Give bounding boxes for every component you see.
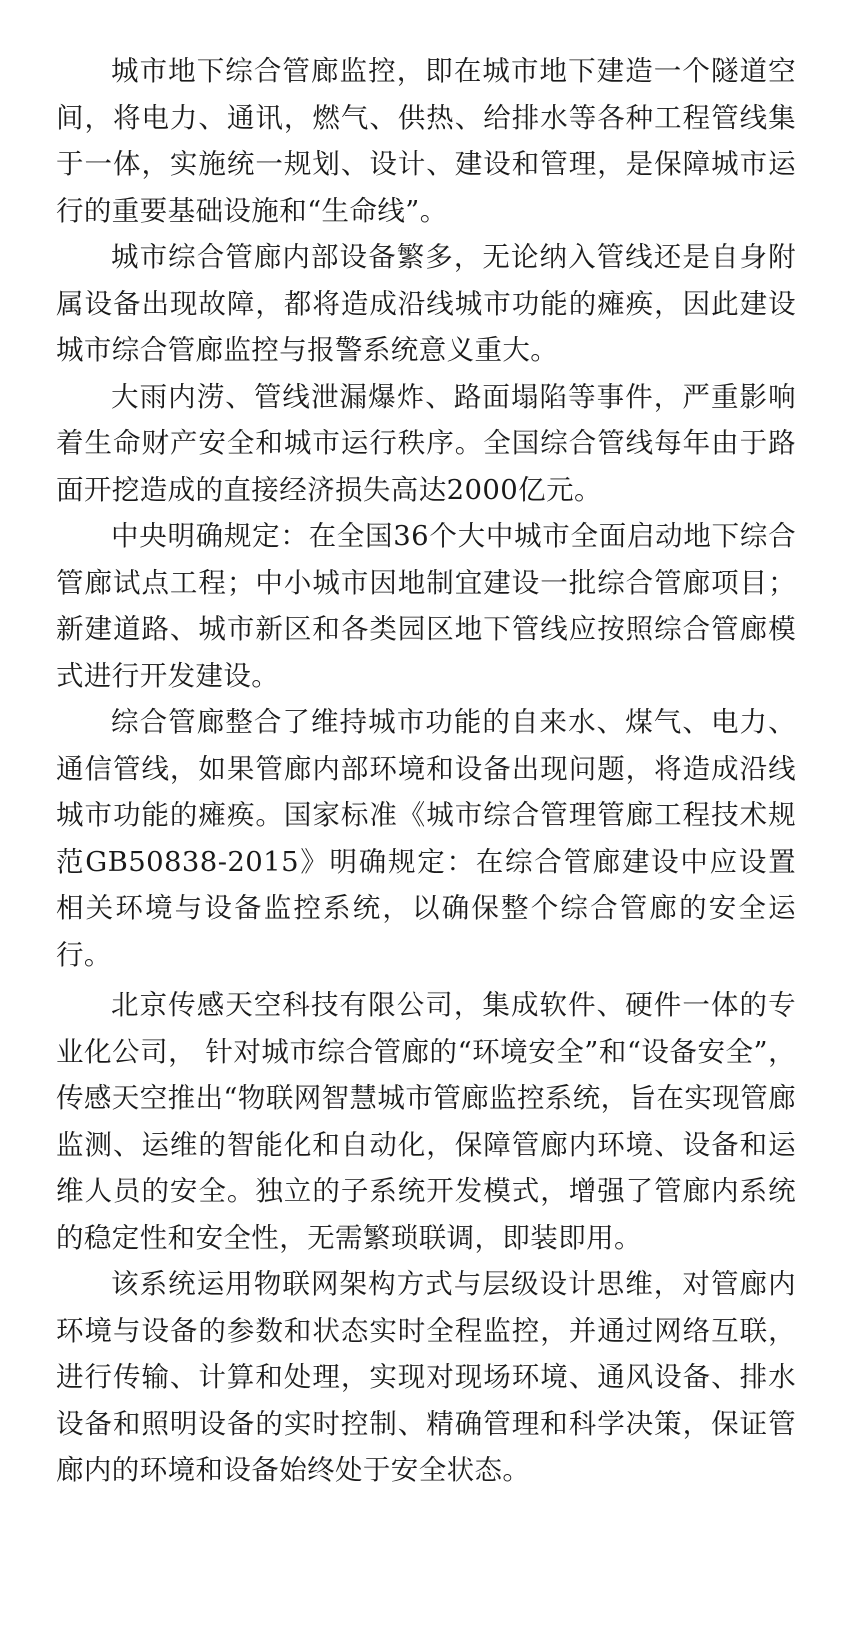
paragraph-equipment: 城市综合管廊内部设备繁多，无论纳入管线还是自身附属设备出现故障，都将造成沿线城市功能的瘫痪，因此建设城市综合管廊监控与报警系统意义重大。 (56, 241, 796, 366)
paragraph-company: 北京传感天空科技有限公司，集成软件、硬件一体的专业化公司， 针对城市综合管廊的“环境安全”和“设备安全”，传感天空推出“物联网智慧城市管廊监控系统，旨在实现管廊监测、运维的智能化和自动化，保障管廊内环境、设备和运维人员的安全。独立的子系统开发模式，增强了管廊内系统的稳定性和安全性，无需繁琐联调，即装即用。 (56, 989, 796, 1254)
paragraph-incidents: 大雨内涝、管线泄漏爆炸、路面塌陷等事件，严重影响着生命财产安全和城市运行秩序。全国综合管线每年由于路面开挖造成的直接经济损失高达2000亿元。 (56, 380, 796, 506)
article-body (56, 48, 796, 1494)
paragraph-intro: 城市地下综合管廊监控，即在城市地下建造一个隧道空间，将电力、通讯，燃气、供热、给排水等各种工程管线集于一体，实施统一规划、设计、建设和管理，是保障城市运行的重要基础设施和“生命线”。 (56, 55, 796, 227)
paragraph-system: 该系统运用物联网架构方式与层级设计思维，对管廊内环境与设备的参数和状态实时全程监控，并通过网络互联，进行传输、计算和处理，实现对现场环境、通风设备、排水设备和照明设备的实时控制、精确管理和科学决策，保证管廊内的环境和设备始终处于安全状态。 (56, 1268, 796, 1486)
paragraph-regulation: 中央明确规定：在全国36个大中城市全面启动地下综合管廊试点工程；中小城市因地制宜建设一批综合管廊项目；新建道路、城市新区和各类园区地下管线应按照综合管廊模式进行开发建设。 (56, 520, 796, 692)
paragraph-standard: 综合管廊整合了维持城市功能的自来水、煤气、电力、通信管线，如果管廊内部环境和设备出现问题，将造成沿线城市功能的瘫痪。国家标准《城市综合管理管廊工程技术规范GB50838-2015》明确规定：在综合管廊建设中应设置相关环境与设备监控系统，以确保整个综合管廊的安全运行。 (56, 706, 796, 971)
